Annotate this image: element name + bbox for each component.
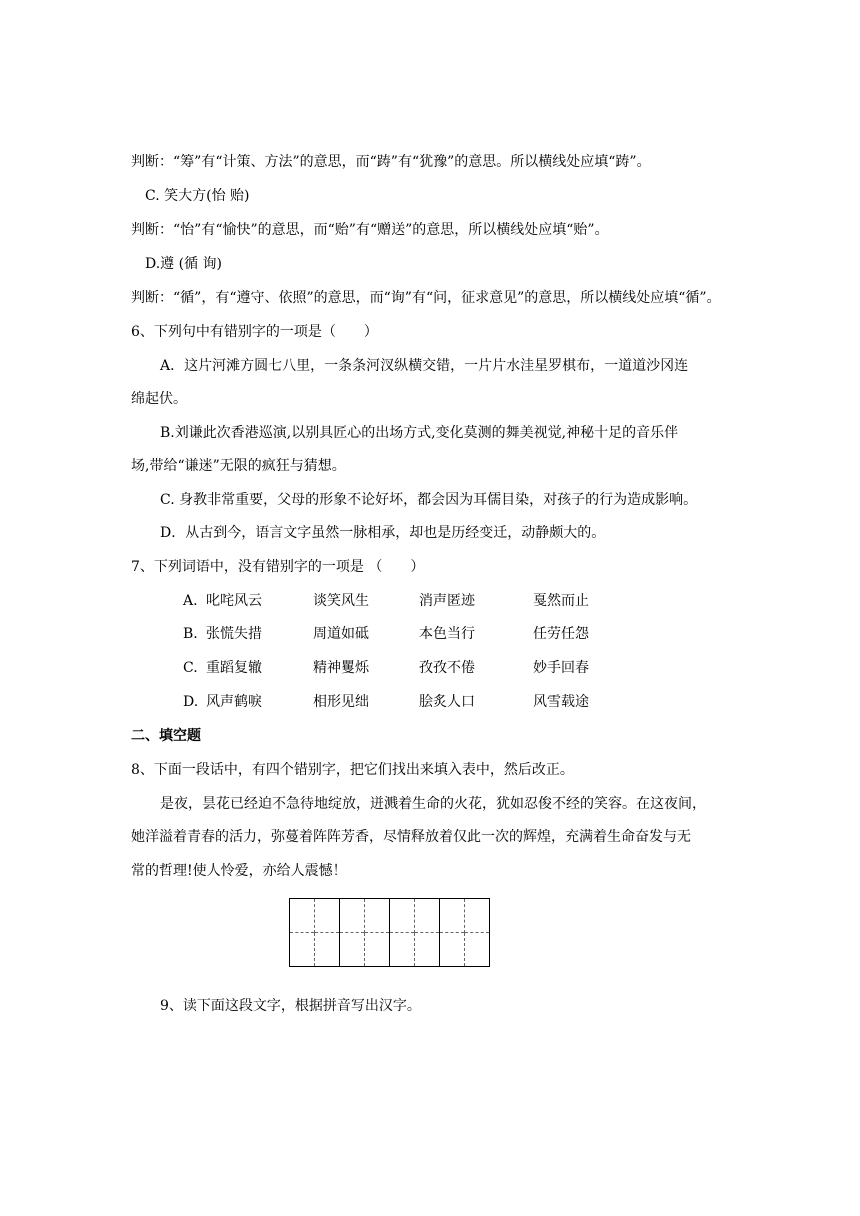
answer-cell[interactable] [340,933,365,967]
answer-grid[interactable] [289,898,490,967]
answer-explanation-b: 判断：“筹”有“计策、方法”的意思，而“踌”有“犹豫”的意思。所以横线处应填“踌”。 [131,154,651,170]
q6-option-b-line1: B.刘谦此次香港巡演,以别具匠心的出场方式,变化莫测的舞美视觉,神秘十足的音乐伴 [160,425,679,441]
q8-passage-line1: 是夜，昙花已经迫不急待地绽放，迸溅着生命的火花，犹如忍俊不经的笑容。在这夜间， [160,796,706,812]
q6-option-c: C. 身教非常重要，父母的形象不论好坏，都会因为耳儒目染，对孩子的行为造成影响。 [160,492,698,508]
answer-explanation-c: 判断：“怡”有“愉快”的意思，而“贻”有“赠送”的意思，所以横线处应填“贻”。 [131,222,609,238]
answer-cell[interactable] [390,899,415,933]
answer-grid-row [290,933,490,967]
answer-cell[interactable] [290,899,315,933]
q7-option-label: B. [183,626,198,642]
q7-word: 精神矍烁 [313,660,369,676]
q7-word: 妙手回春 [533,660,589,676]
q7-word: 叱咤风云 [206,593,262,609]
q6-option-a-line2: 绵起伏。 [131,391,187,407]
answer-cell[interactable] [340,899,365,933]
q7-word: 谈笑风生 [313,593,369,609]
answer-cell[interactable] [315,899,340,933]
q6-option-b-line2: 场,带给“谦迷”无限的疯狂与猜想。 [131,458,346,474]
q7-option-label: D. [183,694,199,710]
answer-cell[interactable] [440,933,465,967]
q6-option-a-line1: A．这片河滩方圆七八里，一条条河汊纵横交错，一片片水洼星罗棋布，一道道沙冈连 [160,358,689,374]
q7-option-label: A. [183,593,198,609]
q6-option-d: D．从古到今，语言文字虽然一脉相承，却也是历经变迁，动静颇大的。 [160,525,606,541]
q8-passage-line3: 常的哲理!使人怜爱，亦给人震憾！ [131,863,347,879]
q7-word: 任劳任怨 [533,626,589,642]
answer-cell[interactable] [415,933,440,967]
q8-passage-line2: 她洋溢着青春的活力，弥蔓着阵阵芳香，尽情释放着仅此一次的辉煌，充满着生命奋发与无 [131,829,691,845]
q7-option-label: C. [183,660,198,676]
answer-cell[interactable] [465,899,490,933]
q7-word: 脍炙人口 [419,694,475,710]
answer-cell[interactable] [315,933,340,967]
q7-word: 孜孜不倦 [419,660,475,676]
q7-word: 周道如砥 [313,626,369,642]
question-9: 9、读下面这段文字，根据拼音写出汉字。 [160,998,421,1014]
q7-word: 本色当行 [419,626,475,642]
answer-cell[interactable] [465,933,490,967]
answer-cell[interactable] [290,933,315,967]
q7-word: 风雪载途 [533,694,589,710]
answer-cell[interactable] [390,933,415,967]
answer-cell[interactable] [415,899,440,933]
question-6: 6、下列句中有错别字的一项是（ ） [131,324,378,340]
q7-word: 风声鹤唳 [206,694,262,710]
answer-grid-row [290,899,490,933]
answer-cell[interactable] [365,899,390,933]
answer-cell[interactable] [365,933,390,967]
q7-word: 消声匿迹 [419,593,475,609]
question-7: 7、下列词语中，没有错别字的一项是 （ ） [131,559,425,575]
q7-word: 相形见绌 [313,694,369,710]
item-d: D.遵 (循 询) [145,256,222,272]
item-c: C. 笑大方(怡 贻) [145,188,250,204]
q7-word: 戛然而止 [533,593,589,609]
answer-explanation-d: 判断：“循”，有“遵守、依照”的意思，而“询”有“问，征求意见”的意思，所以横线处应填“循”。 [131,290,721,306]
answer-cell[interactable] [440,899,465,933]
section-heading-fill-in: 二、填空题 [131,728,201,744]
question-8: 8、下面一段话中，有四个错别字，把它们找出来填入表中，然后改正。 [131,762,574,778]
q7-word: 重蹈复辙 [206,660,262,676]
q7-word: 张慌失措 [206,626,262,642]
